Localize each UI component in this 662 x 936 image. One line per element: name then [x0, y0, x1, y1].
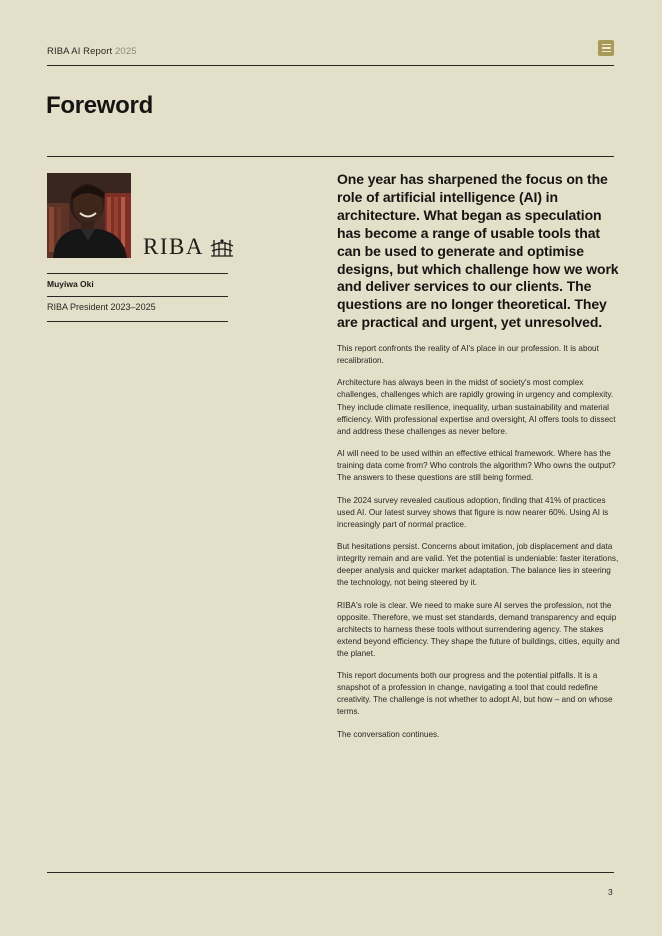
- riba-crest-icon: [210, 238, 234, 258]
- lead-paragraph: One year has sharpened the focus on the role of artificial intelligence (AI) in architecture. What began as speculation has become a range of usable tools that can be used to generate and optimise designs, but which challenge how we work and deliver services to our clients. The questions are no longer theoretical. They are practical and urgent, yet unresolved.: [337, 171, 619, 331]
- riba-logo-text: RIBA: [143, 234, 204, 259]
- page-title: Foreword: [46, 92, 153, 119]
- body-paragraph: This report confronts the reality of AI's place in our profession. It is about recalibration.: [337, 344, 599, 366]
- report-year: 2025: [115, 46, 137, 57]
- sidebar-divider: [47, 273, 228, 274]
- president-name: Muyiwa Oki: [47, 279, 94, 289]
- report-header: [47, 46, 137, 57]
- sidebar-divider: [47, 296, 228, 297]
- body-paragraph: But hesitations persist. Concerns about imitation, job displacement and data integrity remain and are valid. Yet the potential is undeniable: faster iterations, deeper analysis and quicker market adaptation. The balance lies in steering the technology, not being steered by it.: [337, 541, 619, 588]
- page-number: 3: [608, 887, 613, 897]
- title-divider: [47, 156, 614, 157]
- body-paragraph: This report documents both our progress and the potential pitfalls. It is a snapshot of a profession in change, navigating a tool that could redefine creativity. The challenge is not whether to adopt AI, but how – and on whose terms.: [337, 671, 613, 717]
- body-paragraph: AI will need to be used within an effective ethical framework. Where has the training data come from? Who controls the algorithm? Who owns the output? The answers to these questions are still being formed.: [337, 449, 616, 483]
- footer-divider: [47, 872, 614, 873]
- body-paragraph: The 2024 survey revealed cautious adoption, finding that 41% of practices used AI. Our latest survey shows that figure is now nearer 60%. Using AI is increasingly part of normal practice.: [337, 495, 609, 529]
- header-divider: [47, 65, 614, 66]
- body-text: [337, 343, 620, 751]
- sidebar-divider: [47, 321, 228, 322]
- riba-logo: [143, 236, 234, 258]
- president-portrait: [47, 173, 131, 258]
- report-title: RIBA AI Report: [47, 46, 113, 57]
- menu-icon[interactable]: [598, 40, 614, 56]
- body-paragraph: The conversation continues.: [337, 729, 440, 739]
- body-paragraph: RIBA's role is clear. We need to make sure AI serves the profession, not the opposite. Therefore, we must set standards, demand transparency and equip architects to harness these tools without surrendering agency. The stakes extend beyond efficiency. They shape the future of buildings, cities, equity and the planet.: [337, 600, 620, 658]
- portrait-image: [47, 173, 131, 258]
- body-paragraph: Architecture has always been in the midst of society's most complex challenges, challenges which are rapidly growing in urgency and complexity. They include climate resilience, inequality, urban sustainability and material efficiency. With professional expertise and oversight, AI offers tools to dissect and address these challenges as never before.: [337, 378, 616, 436]
- president-role: RIBA President 2023–2025: [47, 302, 156, 312]
